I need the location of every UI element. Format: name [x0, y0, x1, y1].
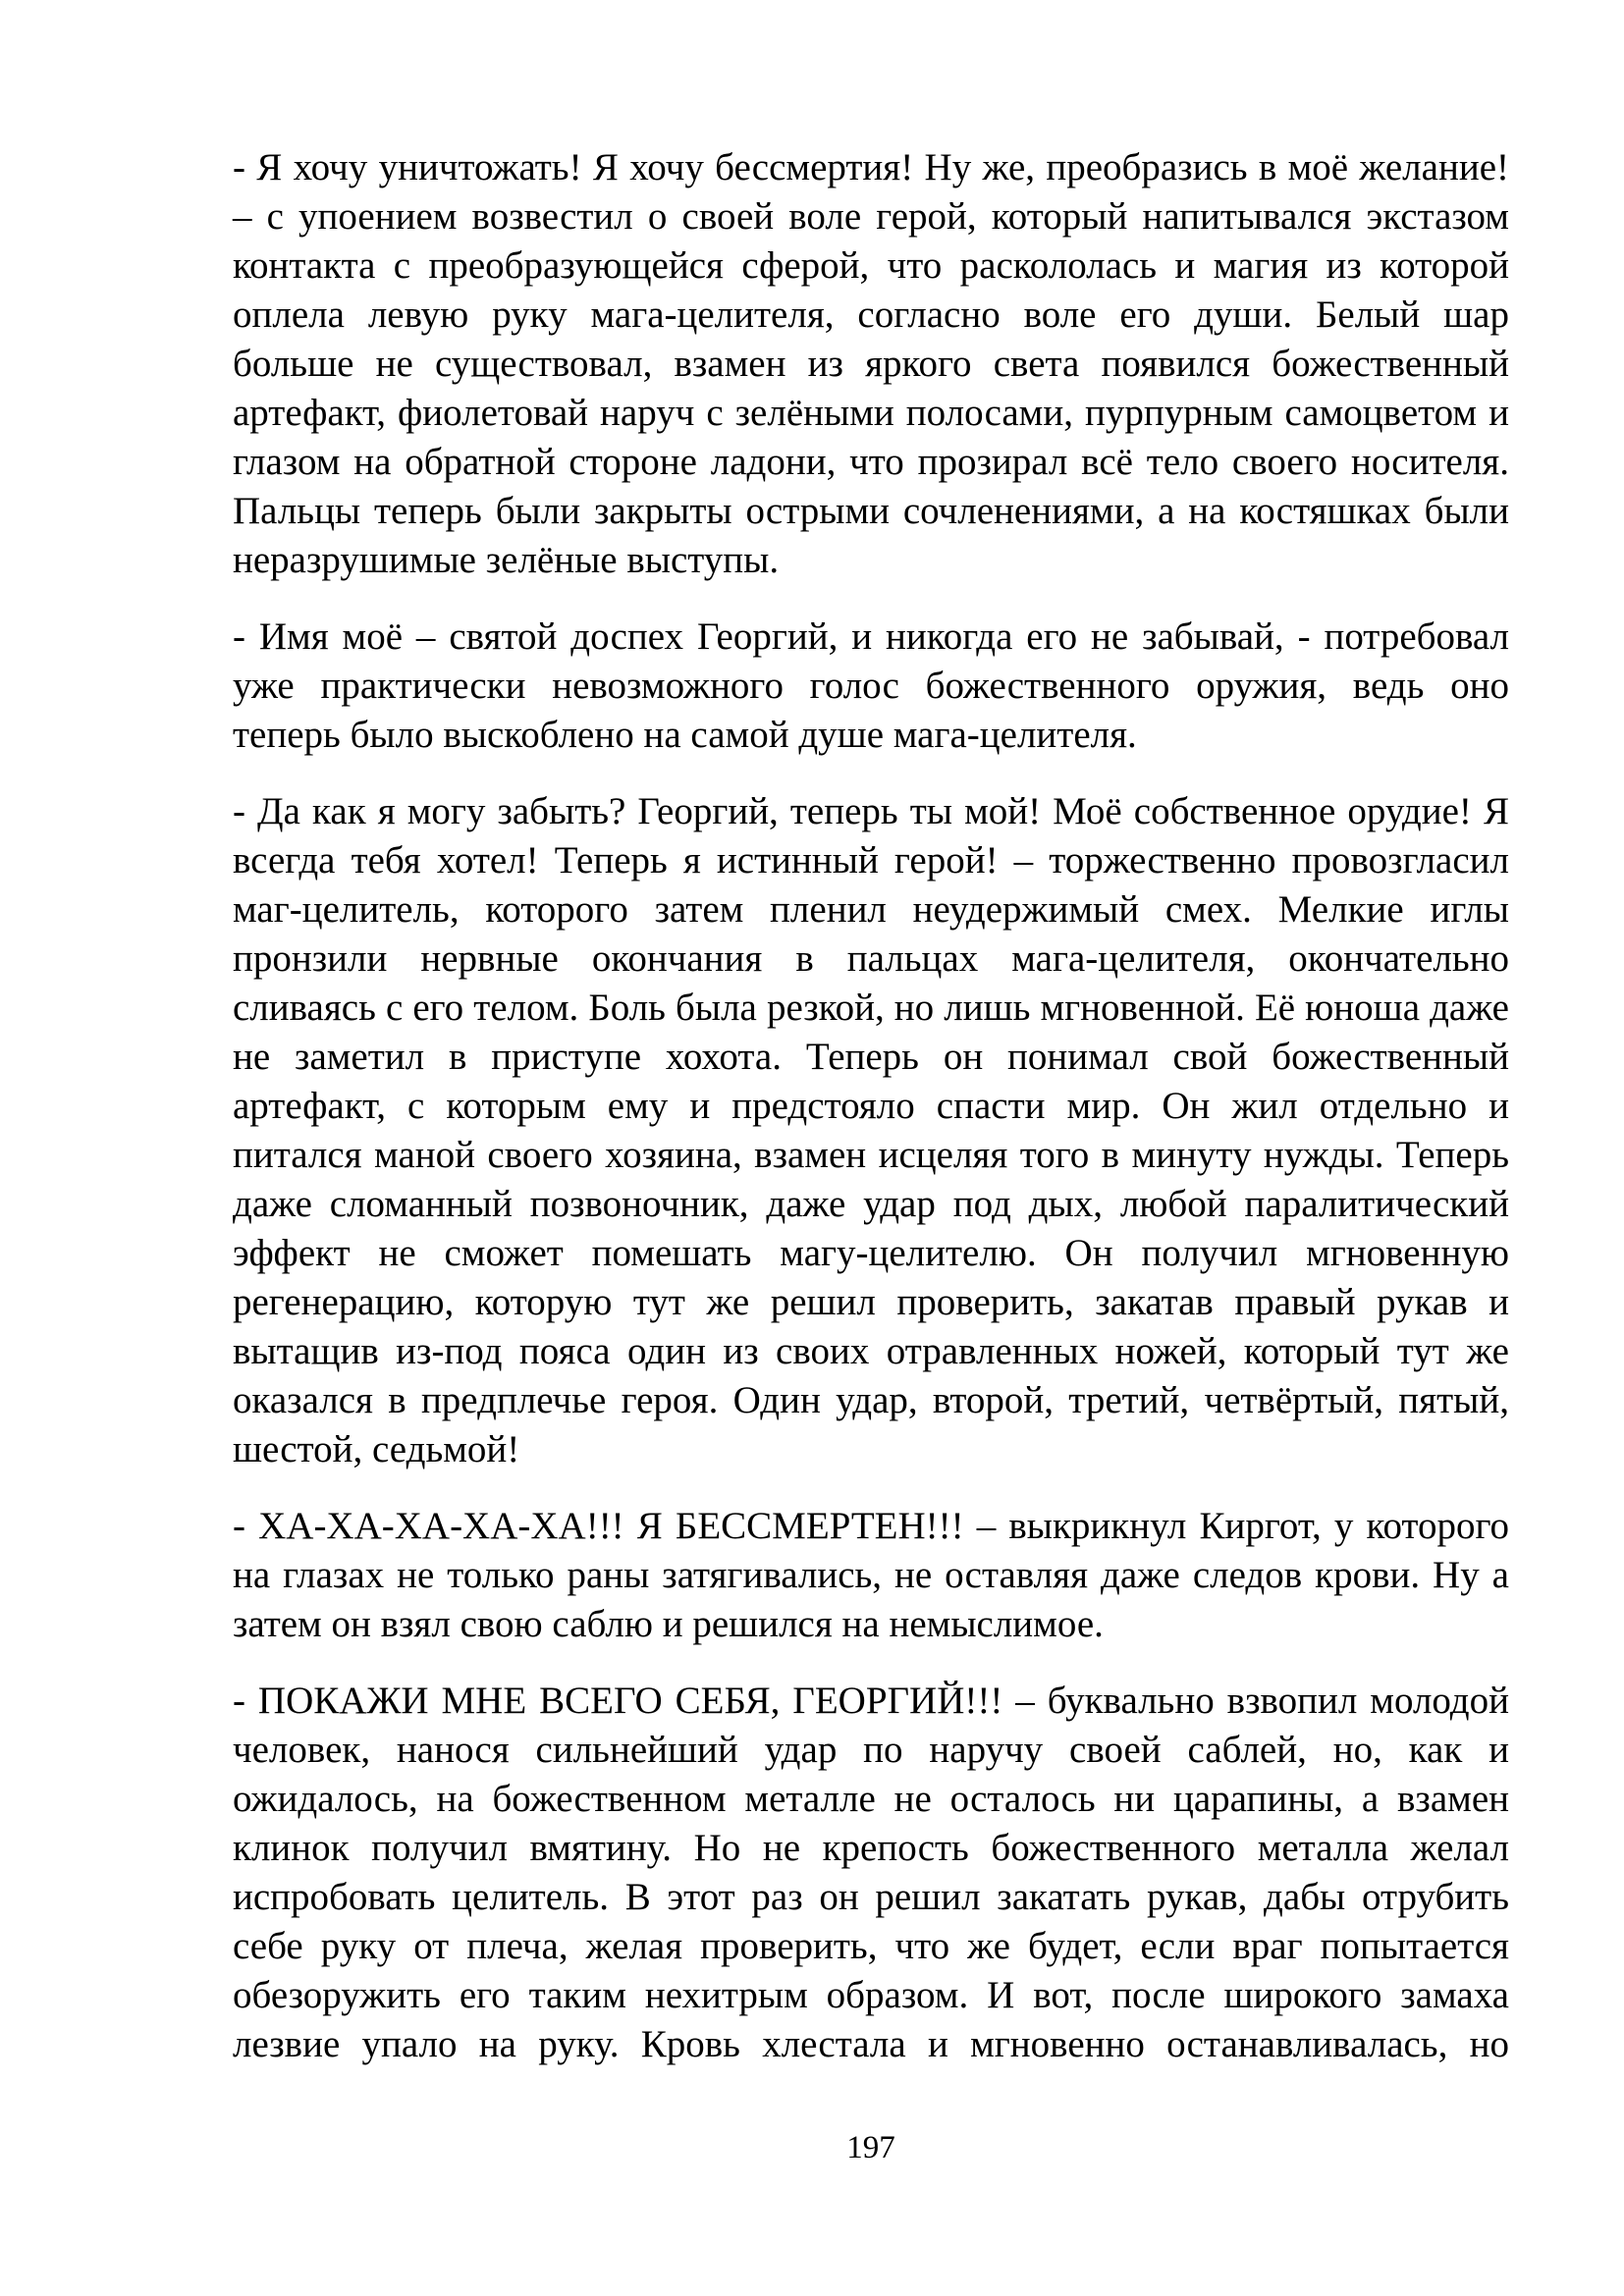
paragraph-3: - Да как я могу забыть? Георгий, теперь ты мой! Моё собственное орудие! Я всегда тебя хотел! Теперь я истинный герой! – торжественно провозгласил маг-целитель, которого затем пленил неудержимый смех. Мелкие иглы пронзили нервные окончания в пальцах мага-целителя, окончательно сливаясь с его телом. Боль была резкой, но лишь мгновенной. Её юноша даже не заметил в приступе хохота. Теперь он понимал свой божественный артефакт, с которым ему и предстояло спасти мир. Он жил отдельно и питался маной своего хозяина, взамен исцеляя того в минуту нужды. Теперь даже сломанный позвоночник, даже удар под дых, любой паралитический эффект не сможет помешать магу-целителю. Он получил мгновенную регенерацию, которую тут же решил проверить, закатав правый рукав и вытащив из-под пояса один из своих отравленных ножей, который тут же оказался в предплечье героя. Один удар, второй, третий, четвёртый, пятый, шестой, седьмой!: [233, 790, 1509, 1470]
paragraph-4: - ХА-ХА-ХА-ХА-ХА!!! Я БЕССМЕРТЕН!!! – выкрикнул Киргот, у которого на глазах не только раны затягивались, не оставляя даже следов крови. Ну а затем он взял свою саблю и решился на немыслимое.: [233, 1505, 1509, 1645]
text-block: [233, 143, 1509, 2069]
paragraph-2: - Имя моё – святой доспех Георгий, и никогда его не забывай, - потребовал уже практически невозможного голос божественного оружия, ведь оно теперь было выскоблено на самой душе мага-целителя.: [233, 615, 1509, 756]
paragraph-5: - ПОКАЖИ МНЕ ВСЕГО СЕБЯ, ГЕОРГИЙ!!! – буквально взвопил молодой человек, нанося сильнейший удар по наручу своей саблей, но, как и ожидалось, на божественном металле не осталось ни царапины, а взамен клинок получил вмятину. Но не крепость божественного металла желал испробовать целитель. В этот раз он решил закатать рукав, дабы отрубить себе руку от плеча, желая проверить, что же будет, если враг попытается обезоружить его таким нехитрым образом. И вот, после широкого замаха лезвие упало на руку. Кровь хлестала и мгновенно останавливалась, но: [233, 1680, 1509, 2065]
page-number: 197: [846, 2130, 895, 2165]
paragraph-1: - Я хочу уничтожать! Я хочу бессмертия! Ну же, преобразись в моё желание! – с упоением возвестил о своей воле герой, который напитывался экстазом контакта с преобразующейся сферой, что раскололась и магия из которой оплела левую руку мага-целителя, согласно воле его души. Белый шар больше не существовал, взамен из яркого света появился божественный артефакт, фиолетовай наруч с зелёными полосами, пурпурным самоцветом и глазом на обратной стороне ладони, что прозирал всё тело своего носителя. Пальцы теперь были закрыты острыми сочленениями, а на костяшках были неразрушимые зелёные выступы.: [233, 146, 1509, 581]
